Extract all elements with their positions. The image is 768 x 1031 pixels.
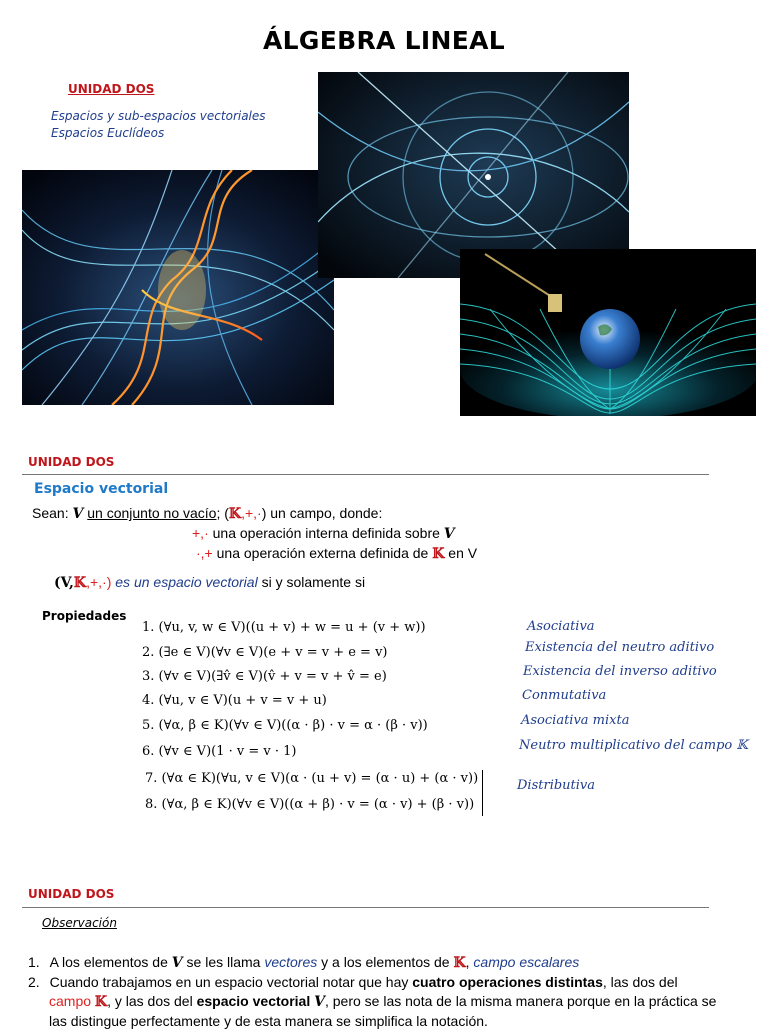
text: un conjunto no vacío: [87, 505, 217, 521]
text: si y solamente si: [257, 574, 366, 590]
text: Sean:: [32, 505, 73, 521]
field-symbol: 𝕂: [94, 994, 108, 1010]
unit-label: UNIDAD DOS: [68, 82, 155, 96]
property-name: Asociativa mixta: [521, 713, 630, 728]
property-6: 6. (∀v ∈ V)(1 · v = v · 1): [142, 744, 297, 759]
text: ; (: [216, 505, 229, 521]
bold-text: cuatro operaciones distintas: [412, 974, 603, 990]
field-symbol: 𝕂: [432, 546, 445, 562]
text: es un espacio vectorial: [111, 574, 258, 590]
topic-item: Espacios y sub-espacios vectoriales: [51, 109, 266, 123]
item-number: 2.: [28, 974, 40, 990]
text: V: [467, 545, 478, 561]
property-name: Existencia del inverso aditivo: [523, 664, 717, 679]
observation-item-2: [28, 973, 748, 1031]
set-symbol: V: [443, 526, 455, 542]
operations: ·,+: [196, 545, 213, 561]
field-symbol: 𝕂: [73, 575, 87, 591]
topic-item: Espacios Euclídeos: [51, 126, 165, 140]
text: , y las dos del: [107, 993, 197, 1009]
property-name: Asociativa: [527, 619, 595, 634]
text: , las dos del: [602, 974, 678, 990]
distributive-bracket: [480, 770, 483, 816]
item-number: 1.: [28, 954, 40, 970]
property-7: 7. (∀α ∈ K)(∀u, v ∈ V)(α · (u + v) = (α · u) + (α · v)): [145, 771, 479, 786]
divider: [22, 474, 709, 475]
definition-line-1: [32, 505, 382, 522]
text: ) un campo, donde:: [261, 505, 383, 521]
set-symbol: V: [171, 955, 183, 971]
property-2: 2. (∃e ∈ V)(∀v ∈ V)(e + v = v + e = v): [142, 645, 388, 660]
property-1: 1. (∀u, v, w ∈ V)((u + v) + w = u + (v + w)): [142, 620, 426, 635]
operations: +,·: [192, 525, 209, 541]
term-scalars: campo escalares: [473, 954, 580, 970]
section-heading: Espacio vectorial: [34, 481, 169, 497]
field-symbol: 𝕂: [453, 955, 466, 971]
definition-line-4: [54, 574, 365, 591]
property-name: Neutro multiplicativo del campo 𝕂: [519, 738, 748, 753]
text: una operación interna definida sobre: [208, 525, 444, 541]
property-4: 4. (∀u, v ∈ V)(u + v = v + u): [142, 693, 327, 708]
page-title: ÁLGEBRA LINEAL: [263, 26, 505, 55]
property-name: Distributiva: [517, 778, 596, 793]
term-vectors: vectores: [264, 954, 318, 970]
text: una operación externa definida de: [212, 545, 433, 561]
bold-text: espacio vectorial: [196, 993, 315, 1009]
definition-line-2: [192, 525, 455, 542]
operations: ,+,·): [86, 574, 112, 590]
properties-label: Propiedades: [42, 609, 127, 623]
text: , pero se las nota de la misma manera porque en la práctica se: [324, 993, 717, 1009]
text: A los elementos de: [49, 954, 172, 970]
text: y a los elementos de: [317, 954, 454, 970]
text: ,: [465, 954, 474, 970]
tuple: (V,: [54, 575, 74, 591]
property-5: 5. (∀α, β ∈ K)(∀v ∈ V)((α · β) · v = α · (β · v)): [142, 718, 428, 733]
property-name: Existencia del neutro aditivo: [525, 640, 715, 655]
unit-label: UNIDAD DOS: [28, 887, 115, 901]
text: se les llama: [182, 954, 265, 970]
text: las distingue perfectamente y de esta manera se simplifica la notación.: [49, 1013, 488, 1029]
earth-spacetime-grid-image: [460, 249, 756, 416]
text: en: [444, 545, 468, 561]
definition-line-3: [196, 545, 477, 562]
unit-label: UNIDAD DOS: [28, 455, 115, 469]
set-symbol: V: [72, 506, 84, 522]
set-symbol: V: [314, 994, 325, 1010]
observation-heading: Observación: [42, 916, 117, 930]
particle-rings-image: [318, 72, 629, 278]
property-3: 3. (∀v ∈ V)(∃v̂ ∈ V)(v̂ + v = v + v̂ = e): [142, 669, 387, 684]
divider: [22, 907, 709, 908]
term-field: campo: [49, 993, 95, 1009]
text: Cuando trabajamos en un espacio vectorial notar que hay: [49, 974, 413, 990]
property-name: Conmutativa: [522, 688, 607, 703]
operations: ,+,·: [241, 505, 262, 521]
observation-item-1: [28, 953, 579, 973]
cosmic-lines-image: [22, 170, 334, 405]
property-8: 8. (∀α, β ∈ K)(∀v ∈ V)((α + β) · v = (α · v) + (β · v)): [145, 797, 475, 812]
field-symbol: 𝕂: [228, 506, 242, 522]
